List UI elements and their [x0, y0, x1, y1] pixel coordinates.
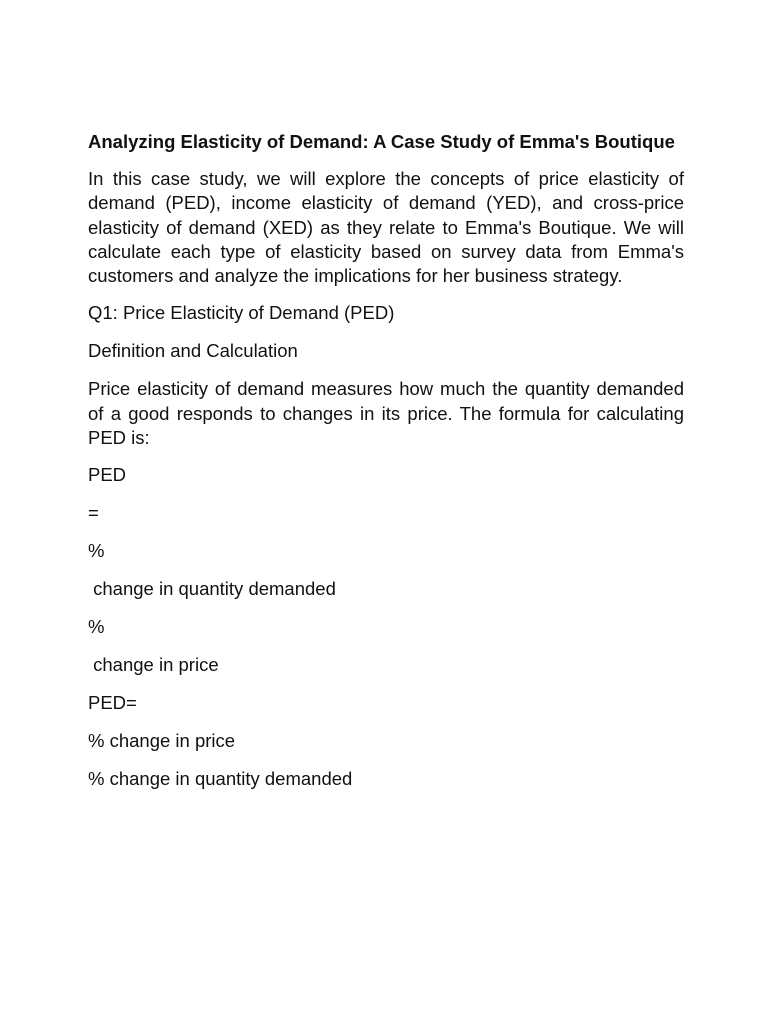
formula-line: change in quantity demanded — [88, 578, 336, 600]
formula-line: PED — [88, 464, 127, 486]
formula-line: % change in quantity demanded — [88, 768, 353, 790]
formula-line: % change in price — [88, 730, 236, 752]
document-page — [88, 130, 684, 805]
formula-line: = — [88, 502, 99, 524]
formula-line: % — [88, 616, 105, 638]
formula-line: % — [88, 540, 105, 562]
formula-line: PED= — [88, 692, 137, 714]
section-subheading: Definition and Calculation — [88, 340, 298, 362]
intro-paragraph: In this case study, we will explore the concepts of price elasticity of demand (PED), income elasticity of demand (YED), and cross-price elasticity of demand (XED) as they relate to Emma's Boutique. We will calculate each type of elasticity based on survey data from Emma's customers and analyze the implications for her business strategy. — [88, 168, 684, 287]
q1-heading: Q1: Price Elasticity of Demand (PED) — [88, 302, 395, 324]
formula-line: change in price — [88, 654, 219, 676]
ped-definition-paragraph: Price elasticity of demand measures how much the quantity demanded of a good responds to changes in its price. The formula for calculating PED is: — [88, 378, 684, 449]
document-title: Analyzing Elasticity of Demand: A Case Study of Emma's Boutique — [88, 131, 675, 152]
